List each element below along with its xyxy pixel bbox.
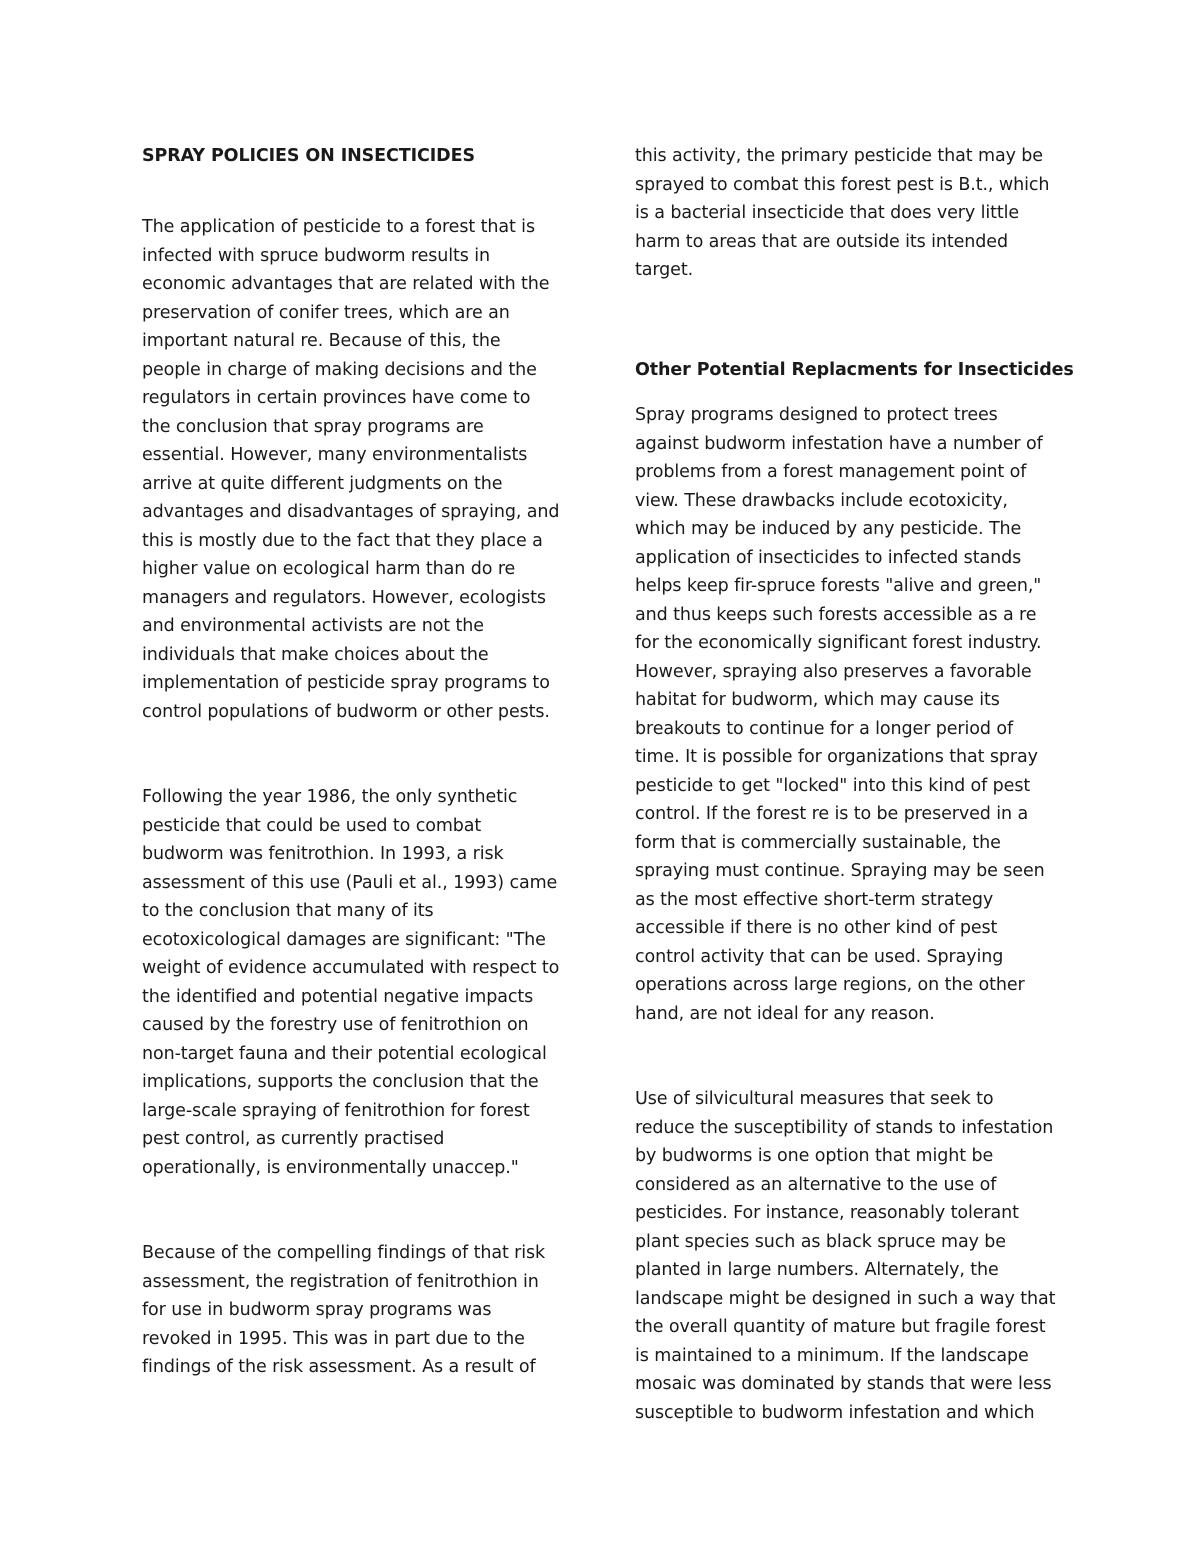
paragraph	[635, 142, 1080, 285]
text-line: is maintained to a minimum. If the landscape	[635, 1345, 1029, 1366]
left-column	[142, 142, 582, 1382]
text-line: view. These drawbacks include ecotoxicity,	[635, 490, 1008, 511]
text-line: pesticide to get "locked" into this kind of pest	[635, 775, 1031, 796]
text-line: advantages and disadvantages of spraying, and	[142, 502, 560, 522]
text-line: managers and regulators. However, ecologists	[142, 587, 546, 608]
text-line: planted in large numbers. Alternately, the	[635, 1260, 999, 1280]
text-line: breakouts to continue for a longer period of	[635, 718, 1014, 739]
text-line: by budworms is one option that might be	[635, 1146, 994, 1166]
text-line: and environmental activists are not the	[142, 616, 484, 636]
text-line: infected with spruce budworm results in	[142, 245, 491, 266]
text-line: plant species such as black spruce may be	[635, 1231, 1006, 1252]
text-line: ecotoxicological damages are significant: "The	[142, 929, 546, 950]
text-line: pesticide that could be used to combat	[142, 815, 482, 836]
text-line: assessment of this use (Pauli et al., 1993) came	[142, 872, 558, 893]
text-line: control activity that can be used. Spraying	[635, 946, 1004, 967]
text-line: for use in budworm spray programs was	[142, 1300, 492, 1320]
paragraph	[142, 1239, 582, 1382]
text-line: the overall quantity of mature but fragile forest	[635, 1317, 1046, 1337]
text-line: this activity, the primary pesticide that may be	[635, 146, 1043, 166]
text-line: arrive at quite different judgments on the	[142, 473, 503, 494]
section-heading: SPRAY POLICIES ON INSECTICIDES	[142, 146, 475, 166]
text-line: this is mostly due to the fact that they place a	[142, 530, 543, 551]
text-line: However, spraying also preserves a favorable	[635, 661, 1032, 682]
paragraph	[142, 213, 582, 726]
section-heading: Other Potential Replacments for Insecticides	[635, 359, 1074, 380]
text-line: which may be induced by any pesticide. The	[635, 519, 1022, 539]
text-line: operations across large regions, on the other	[635, 975, 1025, 995]
text-line: economic advantages that are related with the	[142, 274, 550, 294]
text-line: problems from a forest management point of	[635, 462, 1027, 482]
paragraph	[635, 401, 1080, 1028]
text-line: budworm was fenitrothion. In 1993, a risk	[142, 844, 504, 864]
text-line: time. It is possible for organizations that spray	[635, 747, 1038, 767]
text-line: weight of evidence accumulated with respect to	[142, 958, 560, 978]
text-line: against budworm infestation have a number of	[635, 433, 1043, 454]
text-line: harm to areas that are outside its intended	[635, 231, 1008, 252]
text-line: accessible if there is no other kind of pest	[635, 918, 998, 938]
text-line: considered as an alternative to the use of	[635, 1174, 997, 1195]
text-line: mosaic was dominated by stands that were less	[635, 1374, 1052, 1394]
text-line: Spray programs designed to protect trees	[635, 405, 998, 425]
text-line: for the economically significant forest industry.	[635, 633, 1042, 653]
text-line: control. If the forest re is to be preserved in a	[635, 804, 1029, 824]
text-line: sprayed to combat this forest pest is B.t., which	[635, 174, 1050, 195]
text-line: form that is commercially sustainable, the	[635, 832, 1001, 853]
text-line: preservation of conifer trees, which are an	[142, 302, 510, 323]
text-line: is a bacterial insecticide that does very little	[635, 203, 1020, 223]
text-line: findings of the risk assessment. As a result of	[142, 1357, 536, 1377]
text-line: susceptible to budworm infestation and which	[635, 1402, 1035, 1423]
right-column	[635, 142, 1080, 1427]
text-line: large-scale spraying of fenitrothion for forest	[142, 1100, 530, 1121]
text-line: Because of the compelling findings of that risk	[142, 1243, 546, 1263]
text-line: to the conclusion that many of its	[142, 901, 434, 921]
text-line: essential. However, many environmentalists	[142, 445, 528, 465]
text-line: as the most effective short-term strategy	[635, 889, 994, 910]
text-line: important natural re. Because of this, the	[142, 331, 501, 351]
text-line: the identified and potential negative impacts	[142, 986, 534, 1007]
text-line: control populations of budworm or other pests.	[142, 701, 550, 722]
text-line: Use of silvicultural measures that seek to	[635, 1089, 994, 1109]
text-line: individuals that make choices about the	[142, 644, 489, 665]
text-line: non-target fauna and their potential ecological	[142, 1043, 547, 1064]
text-line: The application of pesticide to a forest that is	[142, 217, 535, 237]
text-line: implications, supports the conclusion that the	[142, 1072, 539, 1092]
text-line: reduce the susceptibility of stands to infestation	[635, 1117, 1054, 1138]
text-line: helps keep fir-spruce forests "alive and green,"	[635, 576, 1042, 596]
text-line: higher value on ecological harm than do re	[142, 559, 516, 579]
paragraph	[635, 1085, 1080, 1427]
text-line: regulators in certain provinces have come to	[142, 388, 531, 408]
text-line: hand, are not ideal for any reason.	[635, 1003, 935, 1024]
text-line: operationally, is environmentally unaccep."	[142, 1157, 519, 1178]
text-line: spraying must continue. Spraying may be seen	[635, 861, 1045, 881]
text-line: pesticides. For instance, reasonably tolerant	[635, 1203, 1019, 1223]
text-line: people in charge of making decisions and the	[142, 359, 537, 380]
text-line: implementation of pesticide spray programs to	[142, 673, 550, 693]
text-line: assessment, the registration of fenitrothion in	[142, 1271, 539, 1292]
text-line: the conclusion that spray programs are	[142, 416, 484, 437]
text-line: and thus keeps such forests accessible as a re	[635, 604, 1037, 625]
text-line: caused by the forestry use of fenitrothion on	[142, 1015, 529, 1035]
text-line: target.	[635, 260, 694, 280]
text-line: Following the year 1986, the only synthetic	[142, 787, 518, 807]
text-line: habitat for budworm, which may cause its	[635, 690, 1000, 710]
text-line: revoked in 1995. This was in part due to the	[142, 1328, 525, 1349]
text-line: application of insecticides to infected stands	[635, 547, 1022, 568]
text-line: pest control, as currently practised	[142, 1129, 445, 1149]
paragraph	[142, 783, 582, 1182]
text-line: landscape might be designed in such a way that	[635, 1288, 1056, 1309]
